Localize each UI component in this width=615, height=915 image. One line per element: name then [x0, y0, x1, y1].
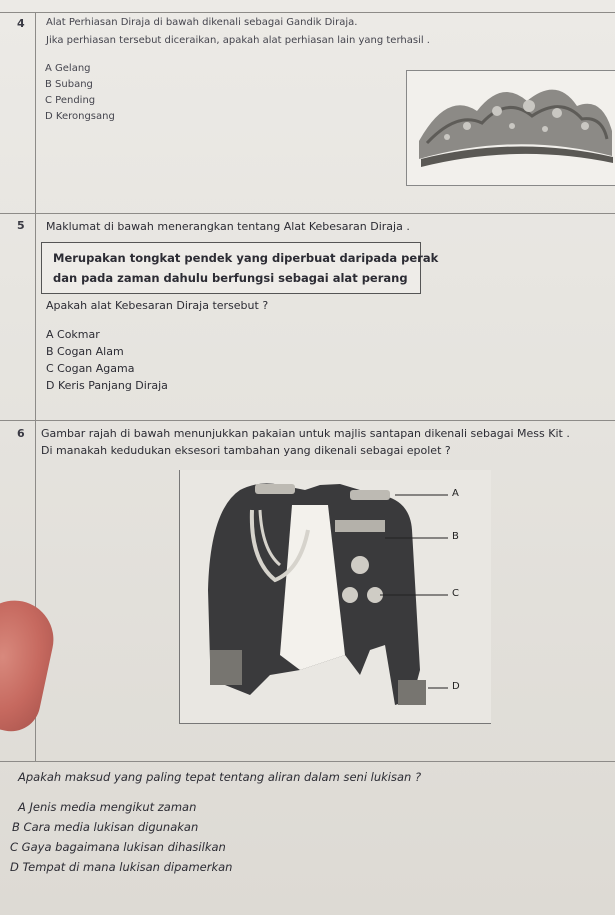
- tiara-illustration: [407, 71, 615, 185]
- option-b: B Cogan Alam: [46, 345, 124, 358]
- option-d: D Keris Panjang Diraja: [46, 379, 168, 392]
- question-prompt: Apakah maksud yang paling tepat tentang aliran dalam seni lukisan ?: [18, 770, 422, 784]
- row-divider: [0, 12, 615, 13]
- option-c: C Cogan Agama: [46, 362, 135, 375]
- option-d: D Tempat di mana lukisan dipamerkan: [10, 860, 233, 874]
- finger-in-photo: [0, 593, 61, 736]
- option-d: D Kerongsang: [45, 111, 115, 122]
- question-number: 4: [17, 17, 25, 30]
- question-prompt: Apakah alat Kebesaran Diraja tersebut ?: [46, 299, 269, 312]
- label-d: D: [452, 681, 460, 692]
- mess-kit-image: [179, 470, 491, 724]
- option-a: A Jenis media mengikut zaman: [18, 800, 197, 814]
- label-c: C: [452, 588, 459, 599]
- mess-kit-jacket-illustration: [180, 470, 491, 723]
- question-number: 6: [17, 427, 25, 440]
- option-c: C Pending: [45, 95, 96, 106]
- question-stem: Jika perhiasan tersebut diceraikan, apakah alat perhiasan lain yang terhasil .: [46, 35, 430, 46]
- info-box-line: Merupakan tongkat pendek yang diperbuat daripada perak: [53, 251, 439, 265]
- question-number: 5: [17, 219, 25, 232]
- option-c: C Gaya bagaimana lukisan dihasilkan: [10, 840, 226, 854]
- row-divider: [0, 761, 615, 762]
- question-stem: Maklumat di bawah menerangkan tentang Alat Kebesaran Diraja .: [46, 220, 410, 233]
- option-b: B Cara media lukisan digunakan: [12, 820, 199, 834]
- label-b: B: [452, 531, 459, 542]
- row-divider: [0, 213, 615, 214]
- info-box: [41, 242, 439, 294]
- question-stem: Gambar rajah di bawah menunjukkan pakaian untuk majlis santapan dikenali sebagai Mess Kit .: [41, 427, 570, 440]
- label-a: A: [452, 488, 459, 499]
- option-b: B Subang: [45, 79, 93, 90]
- question-stem: Di manakah kedudukan eksesori tambahan yang dikenali sebagai epolet ?: [41, 444, 451, 457]
- info-box-line: dan pada zaman dahulu berfungsi sebagai alat perang: [53, 271, 408, 285]
- crown-image: [406, 70, 615, 186]
- row-divider: [0, 420, 615, 421]
- option-a: A Cokmar: [46, 328, 100, 341]
- option-a: A Gelang: [45, 63, 91, 74]
- question-stem: Alat Perhiasan Diraja di bawah dikenali sebagai Gandik Diraja.: [46, 17, 358, 28]
